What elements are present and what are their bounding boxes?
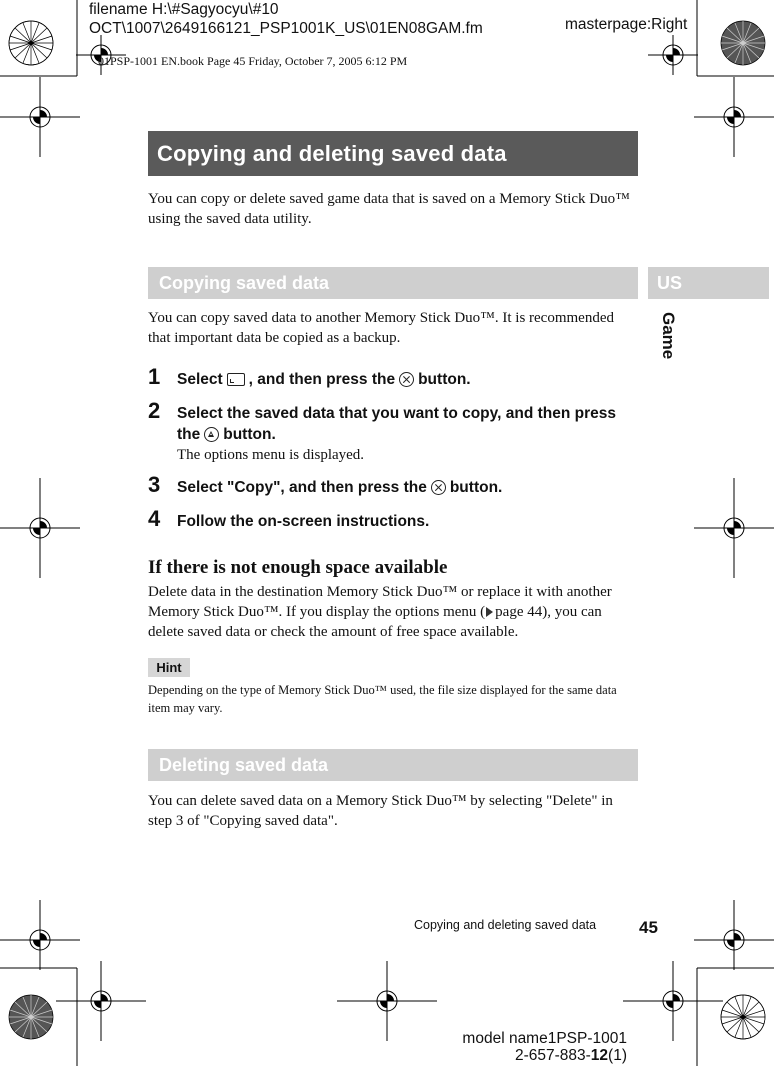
step-2-number: 2 [148, 398, 161, 423]
step-1-text-a: Select [177, 371, 223, 388]
step-1 [177, 369, 639, 390]
step-4-number: 4 [148, 506, 161, 531]
page-reference-arrow-icon [486, 607, 493, 617]
registration-mark-icon [0, 35, 774, 1041]
page-reference[interactable]: page 44 [495, 604, 543, 620]
page-number: 45 [639, 918, 658, 937]
masterpage-label: masterpage:Right [565, 16, 688, 33]
deleting-text: You can delete saved data on a Memory Stick Duo™ by selecting "Delete" in step 3 of "Copying saved data". [148, 793, 613, 829]
triangle-button-icon [204, 427, 219, 442]
cross-button-icon [399, 372, 414, 387]
step-2 [177, 403, 639, 445]
model-info [449, 1030, 627, 1064]
step-3-text-a: Select "Copy", and then press the [177, 479, 427, 496]
model-line-2 [449, 1047, 627, 1064]
model-code-b: 12 [590, 1047, 609, 1064]
category-tab: Game [659, 312, 678, 360]
model-line-1: model name1PSP-1001 [462, 1030, 627, 1047]
step-2-text-b: button. [223, 426, 276, 443]
copying-intro: You can copy saved data to another Memory Stick Duo™. It is recommended that important data be copied as a backup. [148, 310, 614, 346]
section-intro: You can copy or delete saved game data that is saved on a Memory Stick Duo™ using the saved data utility. [148, 191, 630, 227]
filename-line-1: filename H:\#Sagyocyu\#10 [89, 1, 279, 18]
space-text-a: Delete data in the destination Memory Stick Duo™ or replace it with another Memory Stick Duo™. If you display the options menu ( [148, 584, 612, 620]
step-2-text-a: Select the saved data that you want to copy, and then press the [177, 405, 616, 443]
model-code-a: 2-657-883- [514, 1047, 591, 1064]
step-1-text-b: , and then press the [248, 371, 396, 388]
step-2-note: The options menu is displayed. [177, 447, 365, 463]
space-text [148, 582, 638, 642]
deleting-heading: Deleting saved data [148, 749, 638, 781]
space-text-b: ), you can delete saved data or check the amount of free space available. [148, 604, 602, 640]
step-1-text-c: button. [418, 371, 471, 388]
region-tab: US [648, 267, 769, 299]
step-3-number: 3 [148, 472, 161, 497]
step-4: Follow the on-screen instructions. [177, 513, 430, 530]
copying-heading: Copying saved data [148, 267, 638, 299]
space-heading: If there is not enough space available [148, 557, 448, 578]
footer-section-title: Copying and deleting saved data [414, 918, 597, 932]
page-title: Copying and deleting saved data [148, 131, 638, 176]
saved-data-icon [227, 373, 245, 386]
hint-label: Hint [148, 658, 190, 677]
step-1-number: 1 [148, 364, 161, 389]
model-code-c: (1) [608, 1047, 627, 1064]
step-3 [177, 477, 639, 498]
filename-header [89, 0, 483, 38]
book-info-line: 01PSP-1001 EN.book Page 45 Friday, October 7, 2005 6:12 PM [98, 54, 408, 68]
filename-line-2: OCT\1007\2649166121_PSP1001K_US\01EN08GAM.fm [89, 20, 483, 37]
hint-text: Depending on the type of Memory Stick Duo™ used, the file size displayed for the same data item may vary. [148, 683, 617, 715]
step-3-text-b: button. [449, 479, 503, 496]
cross-button-icon [431, 480, 446, 495]
